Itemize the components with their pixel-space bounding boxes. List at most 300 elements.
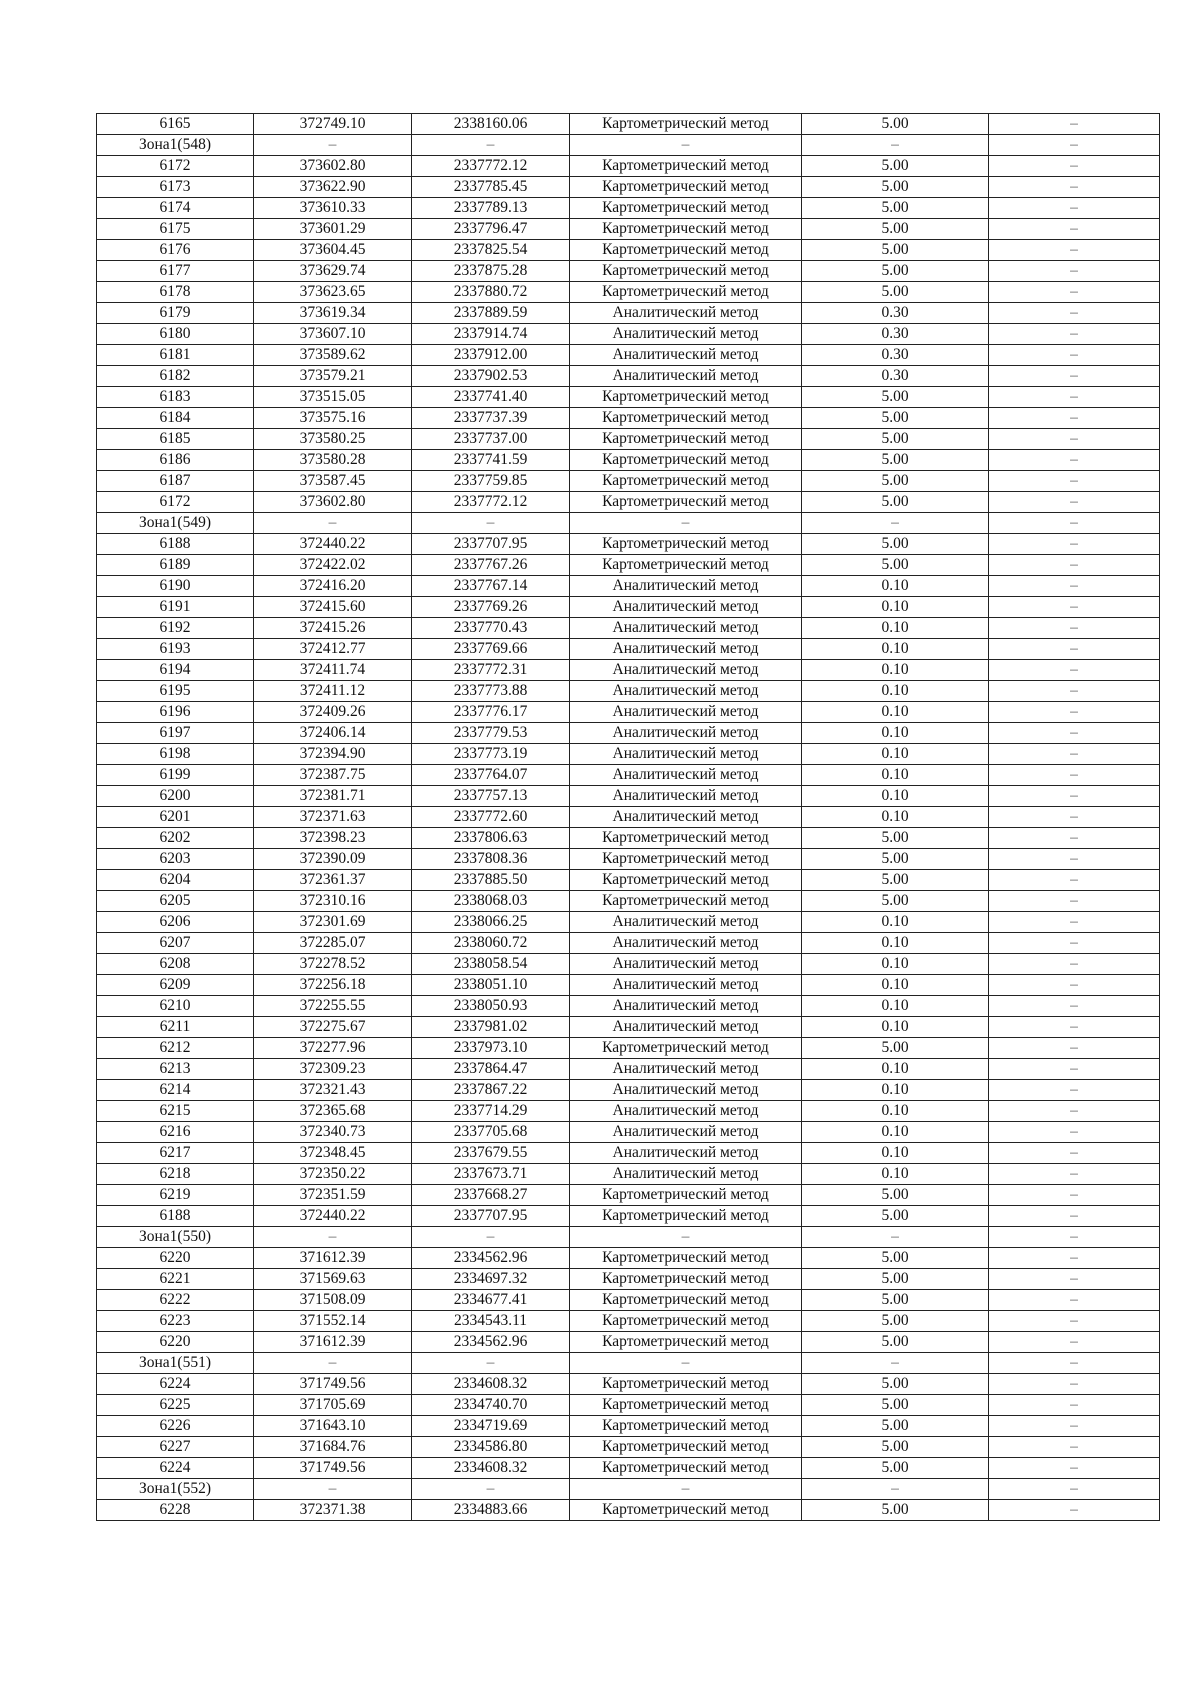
cell-y-coordinate: 2337776.17 — [412, 702, 570, 723]
cell-note: – — [989, 1395, 1160, 1416]
cell-point-number: 6213 — [97, 1059, 254, 1080]
cell-x-coordinate: 372415.60 — [254, 597, 412, 618]
cell-accuracy: 5.00 — [802, 1500, 989, 1521]
cell-accuracy: 5.00 — [802, 1395, 989, 1416]
cell-method: Аналитический метод — [570, 807, 802, 828]
table-row — [97, 1311, 1160, 1332]
cell-method: Картометрический метод — [570, 1500, 802, 1521]
cell-note: – — [989, 786, 1160, 807]
cell-point-number: 6191 — [97, 597, 254, 618]
table-row — [97, 912, 1160, 933]
cell-x-coordinate: 373602.80 — [254, 492, 412, 513]
cell-y-coordinate: 2338051.10 — [412, 975, 570, 996]
cell-method: Картометрический метод — [570, 1206, 802, 1227]
cell-method: Картометрический метод — [570, 1290, 802, 1311]
cell-point-number: 6220 — [97, 1332, 254, 1353]
cell-point-number: 6204 — [97, 870, 254, 891]
cell-accuracy: 5.00 — [802, 891, 989, 912]
cell-accuracy: – — [802, 513, 989, 534]
cell-note: – — [989, 576, 1160, 597]
cell-y-coordinate: 2337779.53 — [412, 723, 570, 744]
cell-x-coordinate: 372422.02 — [254, 555, 412, 576]
cell-x-coordinate: 372381.71 — [254, 786, 412, 807]
cell-method: Аналитический метод — [570, 1017, 802, 1038]
cell-method: Картометрический метод — [570, 1458, 802, 1479]
cell-x-coordinate: 372398.23 — [254, 828, 412, 849]
table-row — [97, 639, 1160, 660]
cell-method: Аналитический метод — [570, 597, 802, 618]
cell-point-number: 6176 — [97, 240, 254, 261]
table-row — [97, 996, 1160, 1017]
cell-y-coordinate: 2334586.80 — [412, 1437, 570, 1458]
cell-accuracy: 5.00 — [802, 282, 989, 303]
cell-accuracy: 0.30 — [802, 324, 989, 345]
cell-y-coordinate: 2337864.47 — [412, 1059, 570, 1080]
cell-note: – — [989, 744, 1160, 765]
cell-method: Картометрический метод — [570, 1248, 802, 1269]
table-row — [97, 1395, 1160, 1416]
cell-y-coordinate: 2337769.26 — [412, 597, 570, 618]
cell-y-coordinate: – — [412, 1353, 570, 1374]
cell-note: – — [989, 177, 1160, 198]
cell-point-number: 6226 — [97, 1416, 254, 1437]
cell-y-coordinate: 2337714.29 — [412, 1101, 570, 1122]
cell-accuracy: 5.00 — [802, 1458, 989, 1479]
cell-y-coordinate: 2337973.10 — [412, 1038, 570, 1059]
cell-method: Картометрический метод — [570, 1311, 802, 1332]
table-row — [97, 1437, 1160, 1458]
table-row — [97, 177, 1160, 198]
cell-x-coordinate: 372371.38 — [254, 1500, 412, 1521]
cell-accuracy: 0.30 — [802, 345, 989, 366]
cell-x-coordinate: 371508.09 — [254, 1290, 412, 1311]
cell-method: Картометрический метод — [570, 114, 802, 135]
coordinates-table — [96, 113, 1160, 1521]
cell-note: – — [989, 156, 1160, 177]
cell-y-coordinate: 2337808.36 — [412, 849, 570, 870]
cell-note: – — [989, 492, 1160, 513]
cell-note: – — [989, 1416, 1160, 1437]
cell-point-number: 6183 — [97, 387, 254, 408]
cell-method: Картометрический метод — [570, 1269, 802, 1290]
cell-accuracy: 5.00 — [802, 492, 989, 513]
cell-method: – — [570, 1227, 802, 1248]
cell-y-coordinate: 2337770.43 — [412, 618, 570, 639]
cell-accuracy: 0.10 — [802, 1080, 989, 1101]
cell-point-number: 6220 — [97, 1248, 254, 1269]
table-row — [97, 1185, 1160, 1206]
cell-x-coordinate: 372440.22 — [254, 1206, 412, 1227]
table-row — [97, 198, 1160, 219]
cell-accuracy: 0.10 — [802, 1122, 989, 1143]
cell-point-number: 6221 — [97, 1269, 254, 1290]
table-row — [97, 135, 1160, 156]
cell-accuracy: 5.00 — [802, 1311, 989, 1332]
table-row — [97, 1017, 1160, 1038]
cell-x-coordinate: 372416.20 — [254, 576, 412, 597]
cell-x-coordinate: 371749.56 — [254, 1374, 412, 1395]
cell-accuracy: – — [802, 1479, 989, 1500]
cell-point-number: 6228 — [97, 1500, 254, 1521]
cell-note: – — [989, 996, 1160, 1017]
cell-accuracy: 0.10 — [802, 765, 989, 786]
table-row — [97, 387, 1160, 408]
cell-point-number: 6180 — [97, 324, 254, 345]
cell-y-coordinate: – — [412, 1227, 570, 1248]
table-row — [97, 429, 1160, 450]
table-row — [97, 1248, 1160, 1269]
cell-x-coordinate: – — [254, 1479, 412, 1500]
cell-y-coordinate: 2337767.14 — [412, 576, 570, 597]
table-row — [97, 471, 1160, 492]
cell-note: – — [989, 954, 1160, 975]
cell-accuracy: 0.10 — [802, 702, 989, 723]
cell-point-number: 6212 — [97, 1038, 254, 1059]
cell-point-number: 6198 — [97, 744, 254, 765]
table-row — [97, 1332, 1160, 1353]
cell-x-coordinate: 372275.67 — [254, 1017, 412, 1038]
cell-x-coordinate: 372351.59 — [254, 1185, 412, 1206]
cell-accuracy: 5.00 — [802, 177, 989, 198]
table-row — [97, 765, 1160, 786]
cell-y-coordinate: 2337772.60 — [412, 807, 570, 828]
cell-point-number: 6188 — [97, 534, 254, 555]
cell-accuracy: 5.00 — [802, 450, 989, 471]
cell-accuracy: 5.00 — [802, 1248, 989, 1269]
cell-point-number: Зона1(549) — [97, 513, 254, 534]
cell-x-coordinate: 372301.69 — [254, 912, 412, 933]
cell-accuracy: 5.00 — [802, 114, 989, 135]
table-row — [97, 1164, 1160, 1185]
cell-note: – — [989, 240, 1160, 261]
table-row — [97, 723, 1160, 744]
cell-method: Аналитический метод — [570, 660, 802, 681]
cell-x-coordinate: 372277.96 — [254, 1038, 412, 1059]
cell-method: Аналитический метод — [570, 324, 802, 345]
cell-y-coordinate: 2337769.66 — [412, 639, 570, 660]
table-row — [97, 555, 1160, 576]
cell-method: Аналитический метод — [570, 1101, 802, 1122]
cell-point-number: 6197 — [97, 723, 254, 744]
cell-method: Аналитический метод — [570, 786, 802, 807]
cell-note: – — [989, 597, 1160, 618]
cell-point-number: 6208 — [97, 954, 254, 975]
cell-note: – — [989, 366, 1160, 387]
cell-x-coordinate: 372361.37 — [254, 870, 412, 891]
cell-note: – — [989, 1269, 1160, 1290]
cell-point-number: 6185 — [97, 429, 254, 450]
cell-y-coordinate: 2337914.74 — [412, 324, 570, 345]
cell-x-coordinate: 371569.63 — [254, 1269, 412, 1290]
cell-accuracy: 5.00 — [802, 156, 989, 177]
cell-point-number: 6190 — [97, 576, 254, 597]
cell-x-coordinate: 372394.90 — [254, 744, 412, 765]
table-row — [97, 786, 1160, 807]
cell-x-coordinate: 372365.68 — [254, 1101, 412, 1122]
cell-y-coordinate: 2337772.12 — [412, 492, 570, 513]
cell-note: – — [989, 1479, 1160, 1500]
cell-x-coordinate: 373602.80 — [254, 156, 412, 177]
cell-accuracy: 5.00 — [802, 1416, 989, 1437]
cell-x-coordinate: 372415.26 — [254, 618, 412, 639]
cell-accuracy: 0.10 — [802, 1101, 989, 1122]
table-row — [97, 681, 1160, 702]
cell-point-number: 6184 — [97, 408, 254, 429]
cell-note: – — [989, 870, 1160, 891]
cell-accuracy: 0.10 — [802, 597, 989, 618]
cell-note: – — [989, 765, 1160, 786]
cell-method: Картометрический метод — [570, 177, 802, 198]
cell-y-coordinate: 2334562.96 — [412, 1332, 570, 1353]
cell-y-coordinate: 2338066.25 — [412, 912, 570, 933]
cell-accuracy: 5.00 — [802, 1038, 989, 1059]
cell-y-coordinate: 2334543.11 — [412, 1311, 570, 1332]
cell-y-coordinate: 2337875.28 — [412, 261, 570, 282]
cell-x-coordinate: 372440.22 — [254, 534, 412, 555]
cell-x-coordinate: 373601.29 — [254, 219, 412, 240]
table-row — [97, 1416, 1160, 1437]
cell-x-coordinate: 372371.63 — [254, 807, 412, 828]
cell-accuracy: – — [802, 1227, 989, 1248]
cell-point-number: 6178 — [97, 282, 254, 303]
cell-note: – — [989, 933, 1160, 954]
table-row — [97, 954, 1160, 975]
table-row — [97, 240, 1160, 261]
cell-point-number: 6225 — [97, 1395, 254, 1416]
cell-method: Аналитический метод — [570, 1059, 802, 1080]
cell-y-coordinate: 2337889.59 — [412, 303, 570, 324]
table-row — [97, 282, 1160, 303]
cell-point-number: 6186 — [97, 450, 254, 471]
cell-method: Картометрический метод — [570, 534, 802, 555]
cell-point-number: 6195 — [97, 681, 254, 702]
cell-note: – — [989, 198, 1160, 219]
cell-x-coordinate: 372409.26 — [254, 702, 412, 723]
table-row — [97, 450, 1160, 471]
cell-note: – — [989, 1185, 1160, 1206]
cell-method: Картометрический метод — [570, 240, 802, 261]
cell-x-coordinate: 373629.74 — [254, 261, 412, 282]
table-row — [97, 870, 1160, 891]
cell-point-number: 6214 — [97, 1080, 254, 1101]
cell-accuracy: 0.10 — [802, 807, 989, 828]
table-row — [97, 1080, 1160, 1101]
cell-method: Картометрический метод — [570, 555, 802, 576]
cell-x-coordinate: 373623.65 — [254, 282, 412, 303]
cell-x-coordinate: 373622.90 — [254, 177, 412, 198]
cell-point-number: 6224 — [97, 1458, 254, 1479]
cell-method: Аналитический метод — [570, 639, 802, 660]
cell-note: – — [989, 1227, 1160, 1248]
cell-method: Аналитический метод — [570, 975, 802, 996]
cell-x-coordinate: – — [254, 1227, 412, 1248]
table-row — [97, 303, 1160, 324]
cell-x-coordinate: 371643.10 — [254, 1416, 412, 1437]
cell-y-coordinate: 2337806.63 — [412, 828, 570, 849]
cell-accuracy: 5.00 — [802, 429, 989, 450]
cell-point-number: 6193 — [97, 639, 254, 660]
table-row — [97, 261, 1160, 282]
table-row — [97, 1206, 1160, 1227]
table-row — [97, 576, 1160, 597]
cell-note: – — [989, 1374, 1160, 1395]
cell-point-number: Зона1(551) — [97, 1353, 254, 1374]
cell-y-coordinate: 2338058.54 — [412, 954, 570, 975]
cell-point-number: 6179 — [97, 303, 254, 324]
cell-y-coordinate: 2337981.02 — [412, 1017, 570, 1038]
cell-accuracy: 0.10 — [802, 744, 989, 765]
table-row — [97, 156, 1160, 177]
cell-accuracy: 0.10 — [802, 639, 989, 660]
cell-y-coordinate: 2338068.03 — [412, 891, 570, 912]
cell-x-coordinate: 372406.14 — [254, 723, 412, 744]
cell-note: – — [989, 429, 1160, 450]
cell-y-coordinate: 2337796.47 — [412, 219, 570, 240]
table-body — [97, 114, 1160, 1521]
cell-y-coordinate: 2337773.88 — [412, 681, 570, 702]
cell-y-coordinate: 2334697.32 — [412, 1269, 570, 1290]
table-row — [97, 744, 1160, 765]
cell-y-coordinate: 2337707.95 — [412, 1206, 570, 1227]
cell-x-coordinate: 373607.10 — [254, 324, 412, 345]
cell-note: – — [989, 828, 1160, 849]
cell-note: – — [989, 135, 1160, 156]
cell-method: – — [570, 135, 802, 156]
cell-x-coordinate: 372411.12 — [254, 681, 412, 702]
cell-method: – — [570, 1479, 802, 1500]
cell-method: Картометрический метод — [570, 219, 802, 240]
table-row — [97, 1374, 1160, 1395]
cell-point-number: 6203 — [97, 849, 254, 870]
cell-method: Картометрический метод — [570, 870, 802, 891]
cell-y-coordinate: 2337668.27 — [412, 1185, 570, 1206]
cell-x-coordinate: 371749.56 — [254, 1458, 412, 1479]
cell-point-number: 6173 — [97, 177, 254, 198]
cell-method: Картометрический метод — [570, 1038, 802, 1059]
cell-y-coordinate: 2337757.13 — [412, 786, 570, 807]
cell-x-coordinate: 372340.73 — [254, 1122, 412, 1143]
cell-method: Картометрический метод — [570, 1185, 802, 1206]
cell-x-coordinate: 373610.33 — [254, 198, 412, 219]
cell-method: Картометрический метод — [570, 849, 802, 870]
cell-point-number: 6199 — [97, 765, 254, 786]
table-row — [97, 891, 1160, 912]
cell-point-number: 6194 — [97, 660, 254, 681]
cell-accuracy: 0.10 — [802, 681, 989, 702]
cell-method: – — [570, 1353, 802, 1374]
cell-method: Аналитический метод — [570, 345, 802, 366]
cell-point-number: 6200 — [97, 786, 254, 807]
cell-note: – — [989, 1101, 1160, 1122]
cell-method: Картометрический метод — [570, 261, 802, 282]
cell-note: – — [989, 1059, 1160, 1080]
cell-y-coordinate: – — [412, 1479, 570, 1500]
cell-accuracy: 0.10 — [802, 933, 989, 954]
cell-x-coordinate: 373604.45 — [254, 240, 412, 261]
cell-note: – — [989, 1080, 1160, 1101]
cell-point-number: 6210 — [97, 996, 254, 1017]
table-row — [97, 660, 1160, 681]
cell-point-number: 6211 — [97, 1017, 254, 1038]
cell-y-coordinate: 2338060.72 — [412, 933, 570, 954]
cell-y-coordinate: 2337707.95 — [412, 534, 570, 555]
cell-point-number: 6219 — [97, 1185, 254, 1206]
cell-accuracy: 5.00 — [802, 1437, 989, 1458]
cell-accuracy: 0.10 — [802, 1059, 989, 1080]
cell-method: Картометрический метод — [570, 408, 802, 429]
cell-x-coordinate: – — [254, 135, 412, 156]
table-row — [97, 1122, 1160, 1143]
cell-method: Аналитический метод — [570, 954, 802, 975]
cell-y-coordinate: 2337737.39 — [412, 408, 570, 429]
cell-y-coordinate: 2337737.00 — [412, 429, 570, 450]
cell-method: Аналитический метод — [570, 618, 802, 639]
cell-accuracy: – — [802, 1353, 989, 1374]
cell-note: – — [989, 1500, 1160, 1521]
cell-x-coordinate: 372412.77 — [254, 639, 412, 660]
cell-method: Аналитический метод — [570, 933, 802, 954]
cell-point-number: 6177 — [97, 261, 254, 282]
cell-note: – — [989, 618, 1160, 639]
cell-y-coordinate: 2337741.40 — [412, 387, 570, 408]
cell-y-coordinate: 2337902.53 — [412, 366, 570, 387]
cell-method: Аналитический метод — [570, 765, 802, 786]
cell-note: – — [989, 282, 1160, 303]
cell-note: – — [989, 1206, 1160, 1227]
cell-x-coordinate: 372749.10 — [254, 114, 412, 135]
table-row — [97, 618, 1160, 639]
cell-point-number: 6196 — [97, 702, 254, 723]
cell-y-coordinate: 2337880.72 — [412, 282, 570, 303]
table-row — [97, 1143, 1160, 1164]
cell-note: – — [989, 975, 1160, 996]
cell-point-number: 6216 — [97, 1122, 254, 1143]
table-row — [97, 702, 1160, 723]
cell-method: Аналитический метод — [570, 912, 802, 933]
cell-accuracy: 5.00 — [802, 555, 989, 576]
table-row — [97, 408, 1160, 429]
cell-point-number: 6207 — [97, 933, 254, 954]
table-row — [97, 534, 1160, 555]
cell-method: Картометрический метод — [570, 1437, 802, 1458]
cell-y-coordinate: 2337789.13 — [412, 198, 570, 219]
cell-x-coordinate: 371705.69 — [254, 1395, 412, 1416]
cell-note: – — [989, 1353, 1160, 1374]
cell-note: – — [989, 912, 1160, 933]
cell-method: Аналитический метод — [570, 681, 802, 702]
cell-note: – — [989, 555, 1160, 576]
cell-note: – — [989, 534, 1160, 555]
cell-method: Картометрический метод — [570, 492, 802, 513]
cell-y-coordinate: 2334608.32 — [412, 1458, 570, 1479]
cell-note: – — [989, 387, 1160, 408]
cell-point-number: 6172 — [97, 156, 254, 177]
cell-note: – — [989, 114, 1160, 135]
cell-y-coordinate: 2337772.12 — [412, 156, 570, 177]
cell-accuracy: 0.10 — [802, 996, 989, 1017]
cell-accuracy: 0.30 — [802, 366, 989, 387]
cell-method: Картометрический метод — [570, 450, 802, 471]
cell-y-coordinate: 2337767.26 — [412, 555, 570, 576]
table-row — [97, 1101, 1160, 1122]
cell-point-number: 6215 — [97, 1101, 254, 1122]
cell-y-coordinate: 2338160.06 — [412, 114, 570, 135]
table-row — [97, 849, 1160, 870]
cell-accuracy: 5.00 — [802, 1185, 989, 1206]
table-row — [97, 1479, 1160, 1500]
cell-accuracy: 0.30 — [802, 303, 989, 324]
table-row — [97, 114, 1160, 135]
